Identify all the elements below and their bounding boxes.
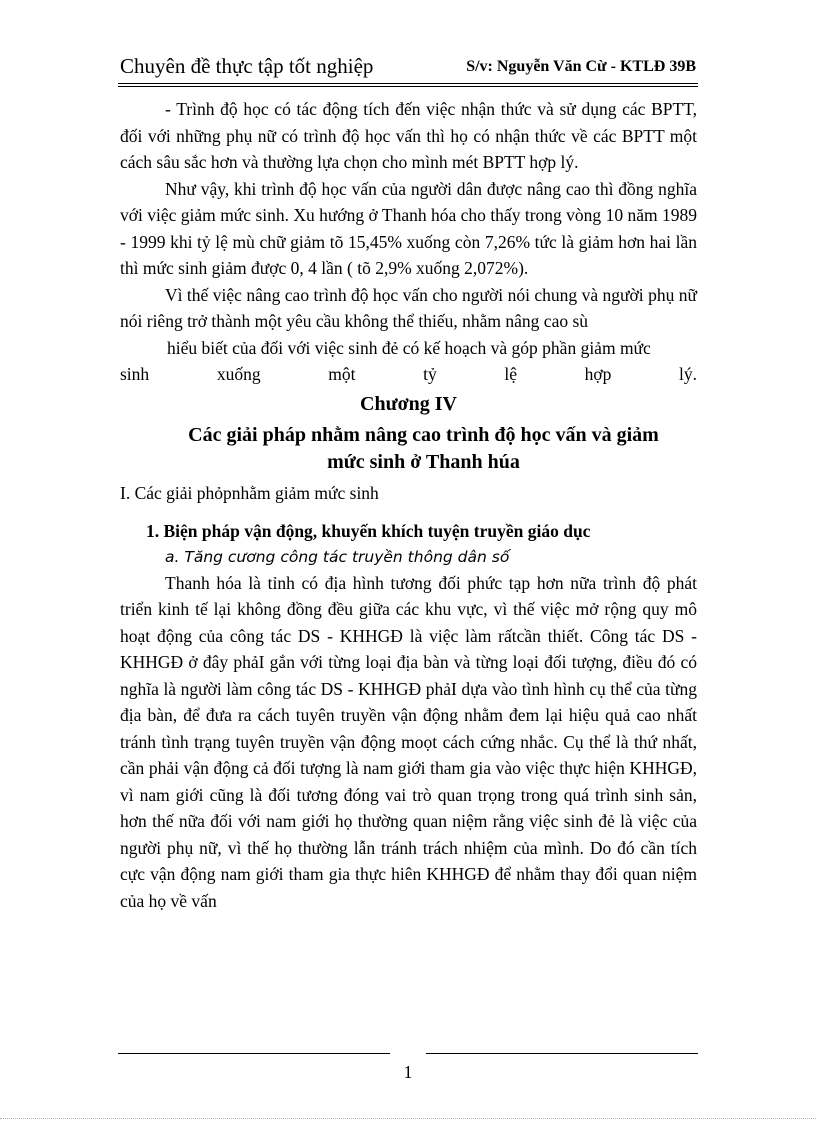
paragraph-women-education: Vì thế việc nâng cao trình độ học vấn cho người nói chung và người phụ nữ nói riêng trở thành một yêu cầu không thể thiếu, nhằm nâng cao sù bbox=[120, 284, 697, 331]
footer-rule-left bbox=[118, 1053, 390, 1054]
header-title: Chuyên đề thực tập tốt nghiệp bbox=[120, 54, 374, 78]
chapter-label: Chương IV bbox=[360, 392, 457, 415]
paragraph-women-education-cont: hiểu biết của đối với việc sinh đẻ có kế hoạch và góp phần giảm mức bbox=[167, 337, 651, 358]
subsection-heading-a: a. Tăng cương công tác truyền thông dân số bbox=[165, 547, 510, 566]
document-body bbox=[120, 96, 697, 914]
paragraph-education-fertility: Như vậy, khi trình độ học vấn của người dân được nâng cao thì đồng nghĩa với việc giảm mức sinh. Xu hướng ở Thanh hóa cho thấy trong vòng 10 năm 1989 - 1999 khi tỷ lệ mù chữ giảm tõ 15,45% xuống còn 7,26% tức là giảm hơn hai lần thì mức sinh giảm được 0, 4 lần ( tõ 2,9% xuống 2,072%). bbox=[120, 178, 697, 278]
section-heading-roman: I. Các giải phỏpnhằm giảm mức sinh bbox=[120, 482, 379, 503]
chapter-title-line1: Các giải pháp nhằm nâng cao trình độ học vấn và giảm bbox=[188, 423, 659, 446]
section-heading-1: 1. Biện pháp vận động, khuyến khích tuyện truyền giáo dục bbox=[146, 520, 591, 541]
footer-rule-right bbox=[426, 1053, 698, 1054]
paragraph-body: Thanh hóa là tỉnh có địa hình tương đối phức tạp hơn nữa trình độ phát triển kinh tế lại không đồng đều giữa các khu vực, vì thế việc mở rộng quy mô hoạt động của công tác DS - KHHGĐ là việc làm rấtcần thiết. Công tác DS - KHHGĐ ở đây phảI gắn với từng loại địa bàn và từng loại đối tượng, điều đó có nghĩa là người làm công tác DS - KHHGĐ phảI dựa vào tình hình cụ thể của từng địa bàn, để đưa ra cách tuyên truyền vận động nhằm đem lại hiệu quả cao nhất tránh tình trạng tuyên truyền vận động moọt cách cứng nhắc. Cụ thể là thứ nhất, cần phải vận động cả đối tượng là nam giới tham gia vào việc thực hiện KHHGĐ, vì nam giới cũng là đối tương đóng vai trò quan trọng trong quá trình sinh sản, hơn thế nữa đối với nam giới họ thường quan niệm rằng việc sinh đẻ là việc của người phụ nữ, vì thế họ thường lẫn tránh trách nhiệm của mình. Do đó cần tích cực vận động nam giới tham gia thực hiên KHHGĐ để nhằm thay đổi quan niệm của họ về vấn bbox=[120, 572, 697, 911]
paragraph-women-education-end: sinh xuống một tỷ lệ hợp lý. bbox=[120, 364, 697, 384]
header-rule-top bbox=[118, 83, 698, 84]
header-rule-bottom bbox=[118, 86, 698, 87]
page-edge bbox=[0, 1118, 816, 1119]
paragraph-contraception: - Trình độ học có tác động tích đến việc nhận thức và sử dụng các BPTT, đối với những phụ nữ có trình độ học vấn thì họ có nhận thức về các BPTT một cách sâu sắc hơn và thường lựa chọn cho mình mét BPTT hợp lý. bbox=[120, 99, 697, 172]
chapter-title-line2: mức sinh ở Thanh húa bbox=[327, 450, 520, 473]
page-number: 1 bbox=[403, 1062, 413, 1082]
header-author: S/v: Nguyễn Văn Cừ - KTLĐ 39B bbox=[466, 58, 696, 75]
